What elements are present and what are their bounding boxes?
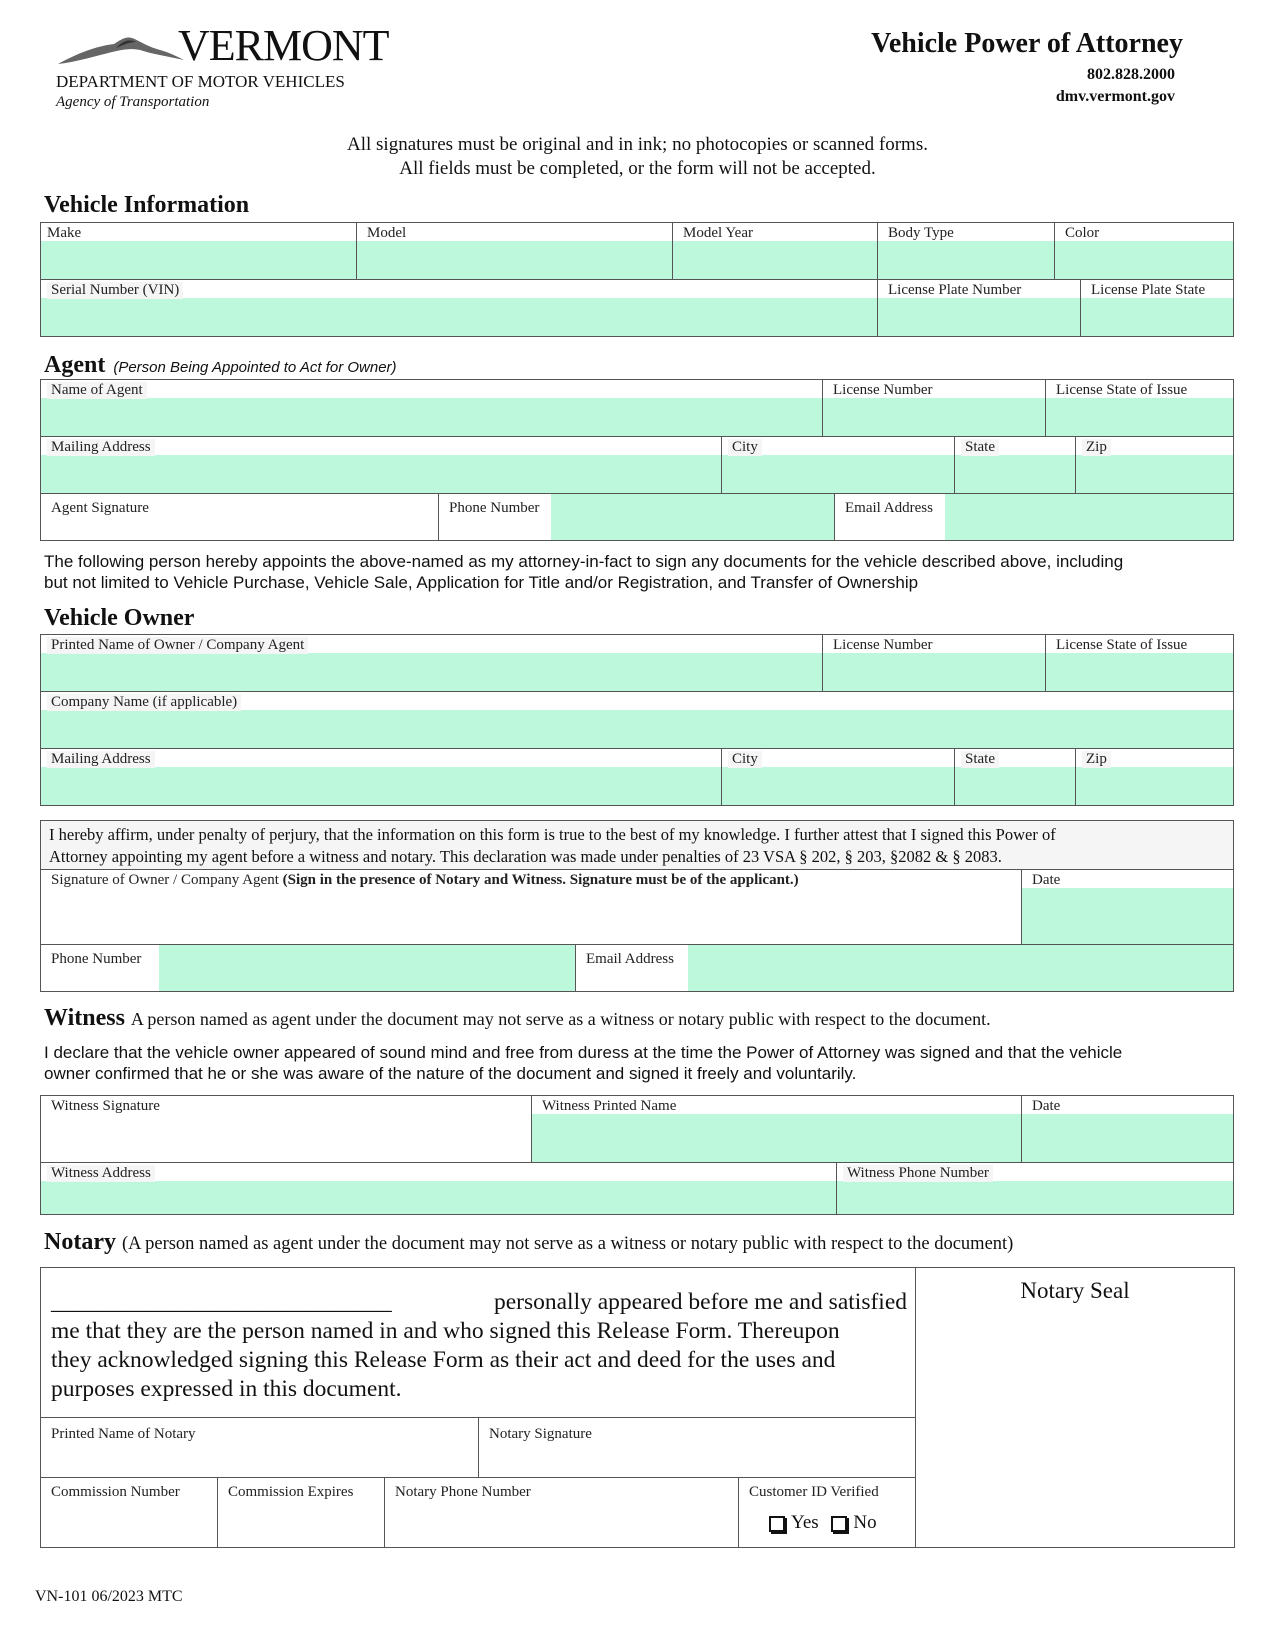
notary-seal-label: Notary Seal bbox=[1020, 1278, 1130, 1303]
field-owner-name[interactable] bbox=[40, 634, 823, 692]
notary-statement-line-1 bbox=[51, 1288, 907, 1317]
field-agent-phone-label: Phone Number bbox=[449, 500, 540, 516]
field-commission-number-label: Commission Number bbox=[51, 1484, 180, 1500]
field-witness-signature[interactable] bbox=[40, 1095, 532, 1163]
field-agent-license-number[interactable] bbox=[822, 379, 1046, 437]
owner-signature-note: (Sign in the presence of Notary and Witness. Signature must be of the applicant.) bbox=[282, 872, 799, 888]
field-witness-signature-label: Witness Signature bbox=[51, 1098, 160, 1114]
field-owner-license-state[interactable] bbox=[1045, 634, 1234, 692]
field-body-type-label: Body Type bbox=[888, 225, 954, 241]
field-agent-zip-label: Zip bbox=[1082, 439, 1111, 456]
field-agent-license-state-label: License State of Issue bbox=[1056, 382, 1188, 398]
field-owner-signature-date[interactable] bbox=[1021, 869, 1234, 945]
field-agent-mailing-address[interactable] bbox=[40, 436, 722, 494]
affirmation-line-2: Attorney appointing my agent before a witness and notary. This declaration was made under penalties of 23 VSA § 202, § 203, §2082 & § 2083. bbox=[49, 847, 1002, 866]
appointment-text-1: The following person hereby appoints the above-named as my attorney-in-fact to sign any documents for the vehicle described above, including bbox=[44, 552, 1124, 571]
dmv-phone: 802.828.2000 bbox=[1087, 66, 1175, 83]
field-plate-state[interactable] bbox=[1080, 279, 1234, 337]
vehicle-section-heading: Vehicle Information bbox=[44, 192, 250, 218]
affirmation-block bbox=[40, 820, 1234, 870]
field-plate-state-label: License Plate State bbox=[1091, 282, 1206, 298]
field-owner-state[interactable] bbox=[954, 748, 1076, 806]
field-model-label: Model bbox=[367, 225, 407, 241]
witness-declaration-1: I declare that the vehicle owner appeared of sound mind and free from duress at the time the Power of Attorney was signed and that the vehicle bbox=[44, 1043, 1123, 1062]
field-owner-signature-date-label: Date bbox=[1032, 872, 1061, 888]
field-owner-signature-label bbox=[47, 872, 803, 889]
field-agent-state-label: State bbox=[961, 439, 999, 456]
field-agent-city-label: City bbox=[728, 439, 762, 456]
field-owner-phone-label: Phone Number bbox=[51, 951, 142, 967]
instruction-line-2: All fields must be completed, or the form will not be accepted. bbox=[399, 158, 876, 179]
field-agent-license-number-label: License Number bbox=[833, 382, 933, 398]
dmv-website[interactable]: dmv.vermont.gov bbox=[1055, 88, 1175, 105]
notary-section-heading bbox=[44, 1229, 1013, 1256]
agent-subheading: (Person Being Appointed to Act for Owner) bbox=[113, 359, 397, 376]
notary-heading-note: (A person named as agent under the document may not serve as a witness or notary public with respect to the document) bbox=[121, 1234, 1014, 1254]
field-color[interactable] bbox=[1054, 222, 1234, 280]
field-notary-signature[interactable] bbox=[478, 1417, 916, 1478]
id-verified-options bbox=[769, 1512, 877, 1534]
field-witness-date[interactable] bbox=[1021, 1095, 1234, 1163]
witness-declaration-2: owner confirmed that he or she was aware of the nature of the document and signed it freely and voluntarily. bbox=[44, 1064, 857, 1083]
field-owner-zip[interactable] bbox=[1075, 748, 1234, 806]
witness-heading-note: A person named as agent under the document may not serve as a witness or notary public with respect to the document. bbox=[130, 1009, 991, 1029]
field-commission-expires[interactable] bbox=[217, 1477, 385, 1548]
field-plate-number-label: License Plate Number bbox=[888, 282, 1022, 298]
yes-label: Yes bbox=[791, 1512, 819, 1533]
field-owner-license-state-label: License State of Issue bbox=[1056, 637, 1188, 653]
field-owner-state-label: State bbox=[961, 751, 999, 768]
field-owner-email[interactable] bbox=[575, 944, 1234, 992]
field-make[interactable] bbox=[40, 222, 357, 280]
field-owner-mailing-address-label: Mailing Address bbox=[47, 751, 155, 768]
field-witness-address-label: Witness Address bbox=[47, 1165, 155, 1182]
field-model[interactable] bbox=[356, 222, 673, 280]
field-notary-printed-name-label: Printed Name of Notary bbox=[51, 1426, 196, 1442]
field-plate-number[interactable] bbox=[877, 279, 1081, 337]
notary-statement-box bbox=[40, 1267, 916, 1418]
field-vin-label: Serial Number (VIN) bbox=[47, 282, 183, 299]
field-witness-phone-label: Witness Phone Number bbox=[843, 1165, 993, 1182]
field-witness-date-label: Date bbox=[1032, 1098, 1061, 1114]
field-notary-printed-name[interactable] bbox=[40, 1417, 479, 1478]
field-commission-number[interactable] bbox=[40, 1477, 218, 1548]
department-name: DEPARTMENT OF MOTOR VEHICLES bbox=[56, 72, 345, 91]
field-agent-state[interactable] bbox=[954, 436, 1076, 494]
field-agent-name[interactable] bbox=[40, 379, 823, 437]
field-company-name-label: Company Name (if applicable) bbox=[47, 694, 241, 711]
field-model-year-label: Model Year bbox=[683, 225, 753, 241]
instruction-line-1: All signatures must be original and in ink; no photocopies or scanned forms. bbox=[347, 134, 928, 155]
field-owner-city-label: City bbox=[728, 751, 762, 768]
notary-heading-text: Notary bbox=[44, 1229, 116, 1255]
witness-heading-text: Witness bbox=[44, 1005, 125, 1031]
yes-checkbox[interactable] bbox=[769, 1516, 785, 1532]
field-owner-zip-label: Zip bbox=[1082, 751, 1111, 768]
field-agent-name-label: Name of Agent bbox=[47, 382, 147, 399]
form-title: Vehicle Power of Attorney bbox=[871, 28, 1183, 59]
agency-name: Agency of Transportation bbox=[56, 94, 210, 110]
field-agent-email[interactable] bbox=[834, 493, 1234, 541]
field-witness-printed-name-label: Witness Printed Name bbox=[542, 1098, 677, 1114]
mountain-logo-icon bbox=[56, 26, 186, 70]
field-agent-phone[interactable] bbox=[438, 493, 835, 541]
field-owner-mailing-address[interactable] bbox=[40, 748, 722, 806]
field-agent-mailing-address-label: Mailing Address bbox=[47, 439, 155, 456]
field-agent-signature[interactable] bbox=[40, 493, 439, 541]
notary-statement-text-1: personally appeared before me and satisfied bbox=[493, 1289, 907, 1315]
field-body-type[interactable] bbox=[877, 222, 1055, 280]
logo-wordmark: VERMONT bbox=[178, 21, 389, 70]
field-make-label: Make bbox=[47, 225, 82, 241]
owner-signature-label-text: Signature of Owner / Company Agent bbox=[51, 872, 279, 888]
field-customer-id-verified-label: Customer ID Verified bbox=[749, 1484, 879, 1500]
field-company-name[interactable] bbox=[40, 691, 1234, 749]
agent-section-heading bbox=[44, 352, 397, 379]
field-witness-printed-name[interactable] bbox=[531, 1095, 1022, 1163]
field-owner-signature[interactable] bbox=[40, 869, 1022, 945]
field-agent-zip[interactable] bbox=[1075, 436, 1234, 494]
agent-heading-text: Agent bbox=[44, 352, 106, 378]
field-notary-phone[interactable] bbox=[384, 1477, 739, 1548]
field-vin[interactable] bbox=[40, 279, 878, 337]
field-owner-license-number-label: License Number bbox=[833, 637, 933, 653]
notary-statement bbox=[51, 1288, 907, 1404]
field-witness-address[interactable] bbox=[40, 1162, 837, 1215]
affirmation-line-1: I hereby affirm, under penalty of perjury, that the information on this form is true to the best of my knowledge. I further attest that I signed this Power of bbox=[49, 825, 1056, 844]
field-notary-signature-label: Notary Signature bbox=[489, 1426, 592, 1442]
field-owner-email-label: Email Address bbox=[586, 951, 674, 967]
field-agent-license-state[interactable] bbox=[1045, 379, 1234, 437]
field-color-label: Color bbox=[1065, 225, 1100, 241]
field-customer-id-verified bbox=[738, 1477, 916, 1548]
field-agent-email-label: Email Address bbox=[845, 500, 933, 516]
notary-statement-line-2: me that they are the person named in and who signed this Release Form. Thereupon bbox=[51, 1318, 840, 1344]
notary-statement-line-3: they acknowledged signing this Release Form as their act and deed for the uses and bbox=[51, 1347, 836, 1373]
field-notary-phone-label: Notary Phone Number bbox=[395, 1484, 531, 1500]
field-owner-license-number[interactable] bbox=[822, 634, 1046, 692]
appointment-text-2: but not limited to Vehicle Purchase, Vehicle Sale, Application for Title and/or Registration, and Transfer of Ownership bbox=[44, 573, 919, 592]
field-owner-name-label: Printed Name of Owner / Company Agent bbox=[47, 637, 308, 654]
field-owner-city[interactable] bbox=[721, 748, 955, 806]
vermont-logo bbox=[56, 22, 396, 72]
notary-name-blank[interactable]: _____________________________ bbox=[51, 1289, 392, 1315]
form-code: VN-101 06/2023 MTC bbox=[35, 1588, 183, 1605]
notary-seal-box bbox=[915, 1267, 1235, 1548]
field-commission-expires-label: Commission Expires bbox=[228, 1484, 354, 1500]
notary-statement-line-4: purposes expressed in this document. bbox=[51, 1376, 402, 1402]
field-agent-signature-label: Agent Signature bbox=[51, 500, 149, 516]
witness-section-heading bbox=[44, 1005, 991, 1032]
field-model-year[interactable] bbox=[672, 222, 878, 280]
owner-section-heading: Vehicle Owner bbox=[44, 605, 195, 631]
no-label: No bbox=[853, 1512, 877, 1533]
no-checkbox[interactable] bbox=[831, 1516, 847, 1532]
field-agent-city[interactable] bbox=[721, 436, 955, 494]
field-witness-phone[interactable] bbox=[836, 1162, 1234, 1215]
field-owner-phone[interactable] bbox=[40, 944, 576, 992]
